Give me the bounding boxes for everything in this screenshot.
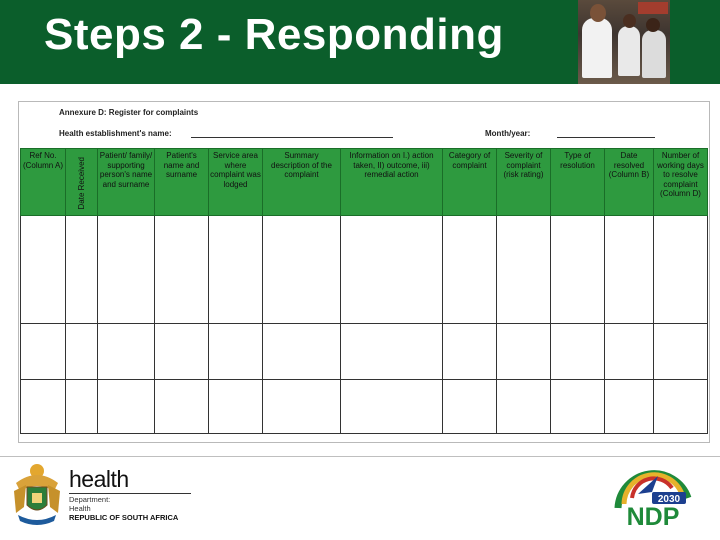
department-block bbox=[69, 495, 178, 522]
footer-divider bbox=[0, 456, 720, 457]
table-row bbox=[21, 216, 708, 324]
col-header-patient-name: Patient's name and surname bbox=[155, 149, 209, 216]
brand-word: health bbox=[69, 466, 129, 492]
dept-line-1: Department: bbox=[69, 495, 111, 504]
table-cell bbox=[443, 324, 497, 380]
col-header-service-area: Service area where complaint was lodged bbox=[209, 149, 263, 216]
table-cell bbox=[341, 380, 443, 434]
table-cell bbox=[341, 216, 443, 324]
ndp-text: NDP bbox=[626, 503, 680, 528]
table-row bbox=[21, 380, 708, 434]
col-header-date-resolved: Date resolved (Column B) bbox=[605, 149, 654, 216]
table-header-row bbox=[21, 149, 708, 216]
col-header-working-days: Number of working days to resolve complaint (Column D) bbox=[654, 149, 708, 216]
table-cell bbox=[263, 380, 341, 434]
table-cell bbox=[263, 216, 341, 324]
coat-of-arms-icon bbox=[10, 461, 64, 529]
register-body bbox=[21, 216, 708, 434]
table-cell bbox=[66, 380, 98, 434]
brand-rule bbox=[69, 493, 191, 494]
table-cell bbox=[66, 324, 98, 380]
col-header-ref-no: Ref No. (Column A) bbox=[21, 149, 66, 216]
date-received-label: Date Received bbox=[77, 157, 86, 210]
table-cell bbox=[654, 216, 708, 324]
table-cell bbox=[654, 324, 708, 380]
establishment-field-line bbox=[191, 137, 393, 138]
table-cell bbox=[98, 380, 155, 434]
table-cell bbox=[209, 324, 263, 380]
table-cell bbox=[605, 216, 654, 324]
table-cell bbox=[551, 380, 605, 434]
dept-line-2: Health bbox=[69, 504, 91, 513]
table-cell bbox=[98, 324, 155, 380]
table-cell bbox=[654, 380, 708, 434]
table-cell bbox=[605, 380, 654, 434]
table-cell bbox=[98, 216, 155, 324]
register-table bbox=[20, 148, 708, 434]
table-cell bbox=[551, 324, 605, 380]
table-cell bbox=[66, 216, 98, 324]
table-cell bbox=[497, 380, 551, 434]
col-header-information: Information on I.) action taken, II) outcome, iii) remedial action bbox=[341, 149, 443, 216]
annexure-title: Annexure D: Register for complaints bbox=[59, 108, 199, 117]
table-cell bbox=[21, 216, 66, 324]
table-cell bbox=[21, 324, 66, 380]
table-cell bbox=[155, 216, 209, 324]
table-row bbox=[21, 324, 708, 380]
establishment-label: Health establishment's name: bbox=[59, 129, 172, 138]
month-year-label: Month/year: bbox=[485, 129, 531, 138]
complaints-register-form bbox=[18, 101, 710, 443]
col-header-summary: Summary description of the complaint bbox=[263, 149, 341, 216]
col-header-supporting-person: Patient/ family/ supporting person's name and surname bbox=[98, 149, 155, 216]
table-cell bbox=[341, 324, 443, 380]
col-header-date-received bbox=[66, 149, 98, 216]
table-cell bbox=[21, 380, 66, 434]
table-cell bbox=[443, 380, 497, 434]
table-cell bbox=[209, 216, 263, 324]
header-photo bbox=[578, 0, 670, 84]
col-header-category: Category of complaint bbox=[443, 149, 497, 216]
table-cell bbox=[209, 380, 263, 434]
table-cell bbox=[443, 216, 497, 324]
table-cell bbox=[155, 380, 209, 434]
table-cell bbox=[263, 324, 341, 380]
dept-line-3: REPUBLIC OF SOUTH AFRICA bbox=[69, 513, 179, 522]
table-cell bbox=[551, 216, 605, 324]
ndp-year: 2030 bbox=[657, 494, 681, 505]
col-header-resolution-type: Type of resolution bbox=[551, 149, 605, 216]
ndp-logo bbox=[612, 458, 694, 528]
table-cell bbox=[605, 324, 654, 380]
month-year-field-line bbox=[557, 137, 655, 138]
col-header-severity: Severity of complaint (risk rating) bbox=[497, 149, 551, 216]
table-cell bbox=[497, 216, 551, 324]
table-cell bbox=[497, 324, 551, 380]
slide-title: Steps 2 - Responding bbox=[44, 10, 504, 59]
table-cell bbox=[155, 324, 209, 380]
